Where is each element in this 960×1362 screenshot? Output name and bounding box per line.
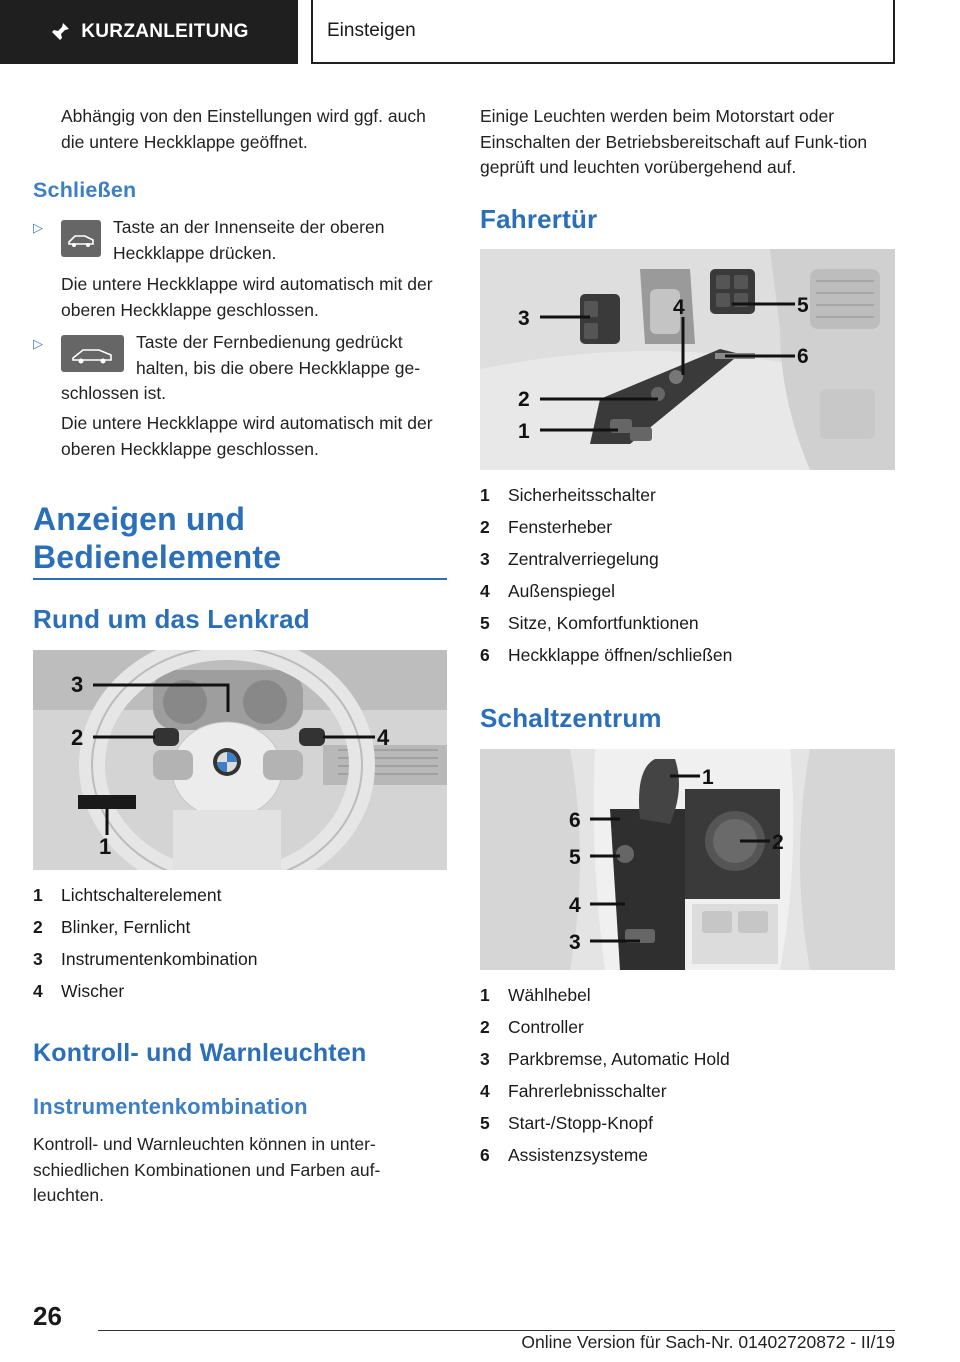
legend-item: 4 Außenspiegel [480,581,616,601]
door-callout-2: 2 [518,388,530,411]
footer-version-text: Online Version für Sach-Nr. 01402720872 - II/19 [521,1332,895,1352]
legend-item: 2 Blinker, Fernlicht [33,917,191,937]
legend-item: 4 Wischer [33,981,125,1001]
cluster-text: Kontroll- und Warnleuchten können in unter-schiedlichen Kombinationen und Farben auf-leuchten. [33,1134,381,1205]
legend-item: 6 Assistenzsysteme [480,1145,649,1165]
console-callout-1: 1 [702,766,714,789]
steering-callout-2: 2 [71,725,84,750]
closing-item2-note: Die untere Heckklappe wird automatisch mit der oberen Heckklappe geschlossen. [61,413,433,459]
legend-item: 1 Lichtschalterelement [33,885,222,905]
warning-heading: Kontroll- und Warnleuchten [33,1039,367,1067]
door-callout-3: 3 [518,307,530,330]
pin-icon [49,21,71,43]
closing-item2-text-b: schlossen ist. [61,383,167,403]
legend-item: 5 Start-/Stopp-Knopf [480,1113,653,1133]
console-callout-3: 3 [569,931,581,954]
steering-callout-3: 3 [71,672,84,697]
chapter-title-line1: Anzeigen und [33,501,246,537]
chapter-title-line2: Bedienelemente [33,539,282,575]
legend-item: 3 Instrumentenkombination [33,949,258,969]
console-callout-5: 5 [569,846,581,869]
door-callout-4: 4 [673,296,685,319]
door-callout-6: 6 [797,345,809,368]
legend-item: 6 Heckklappe öffnen/schließen [480,645,733,665]
steering-wheel-figure [33,650,447,870]
legend-item: 2 Fensterheber [480,517,613,537]
steering-callout-1: 1 [99,834,112,859]
center-console-figure [480,749,895,970]
header-tab-label: KURZANLEITUNG [81,21,249,42]
footer-divider [98,1330,895,1331]
legend-item: 1 Sicherheitsschalter [480,485,656,505]
header-section-label: Einsteigen [327,20,416,41]
bullet-triangle-icon: ▷ [33,336,43,351]
chapter-divider [33,578,447,580]
console-callout-2: 2 [772,831,784,854]
console-heading: Schaltzentrum [480,703,662,733]
steering-callout-4: 4 [377,725,390,750]
legend-item: 3 Parkbremse, Automatic Hold [480,1049,730,1069]
legend-item: 1 Wählhebel [480,985,591,1005]
header-tab[interactable] [0,0,298,64]
door-callout-1: 1 [518,420,530,443]
intro-text: Abhängig von den Einstellungen wird ggf. auch die untere Heckklappe geöffnet. [61,106,426,152]
page-number: 26 [33,1301,62,1331]
console-callout-6: 6 [569,809,581,832]
header-section [311,0,895,64]
closing-heading: Schließen [33,178,137,202]
driver-door-figure [480,249,895,470]
console-callout-4: 4 [569,894,581,917]
closing-item1-text: Taste an der Innenseite der oberen Heckklappe drücken. [113,217,385,263]
bullet-triangle-icon: ▷ [33,220,43,235]
legend-item: 5 Sitze, Komfortfunktionen [480,613,699,633]
closing-item1-note: Die untere Heckklappe wird automatisch mit der oberen Heckklappe geschlossen. [61,274,433,320]
cluster-heading: Instrumentenkombination [33,1094,308,1119]
legend-item: 2 Controller [480,1017,584,1037]
door-callout-5: 5 [797,294,809,317]
closing-item2-text-a: Taste der Fernbedienung gedrückt halten, bis die obere Heckklappe ge- [136,332,421,378]
right-intro-text: Einige Leuchten werden beim Motorstart oder Einschalten der Betriebsbereitschaft auf Funk-tion geprüft und leuchten vorübergehend auf. [480,106,868,177]
remote-tailgate-key-icon [61,335,124,372]
steering-heading: Rund um das Lenkrad [33,604,310,634]
door-heading: Fahrertür [480,204,598,234]
tailgate-inside-key-icon [61,220,101,257]
legend-item: 3 Zentralverriegelung [480,549,659,569]
legend-item: 4 Fahrerlebnisschalter [480,1081,667,1101]
